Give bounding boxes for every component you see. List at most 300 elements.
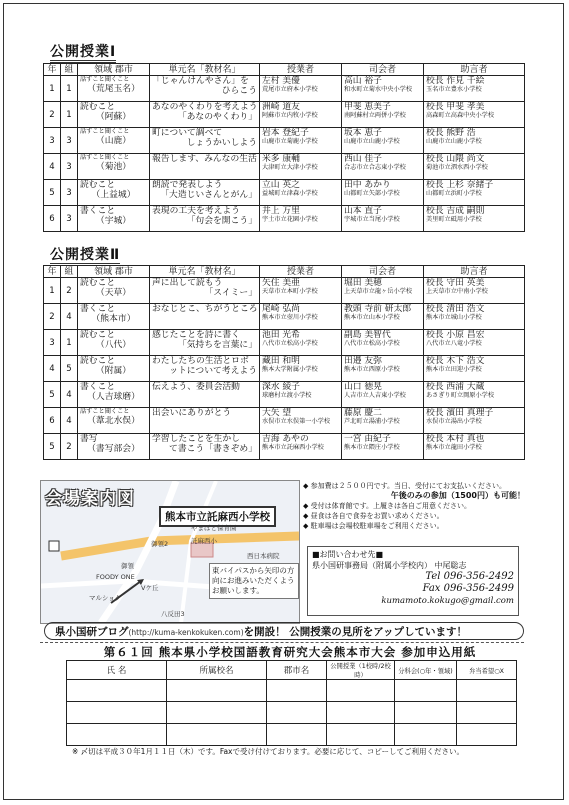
map-label: 御領2 bbox=[151, 540, 169, 548]
unit-line1: 町について調べて bbox=[152, 128, 223, 138]
teacher-line2: 荒尾市立府本小学校 bbox=[262, 86, 318, 93]
cell-mc bbox=[342, 434, 424, 460]
unit-line2: 「気持ちを言葉に」 bbox=[177, 340, 257, 350]
map-label: Vケ丘 bbox=[141, 584, 159, 592]
form-row bbox=[67, 680, 517, 702]
mc-line1: 教頭 寺前 研太郎 bbox=[344, 304, 412, 314]
cell-mc bbox=[342, 356, 424, 382]
map-label: 八反田3 bbox=[161, 610, 185, 618]
adviser-line1: 校長 作見 千絵 bbox=[426, 76, 485, 86]
cell-teacher bbox=[260, 382, 342, 408]
blog-url[interactable]: (http://kuma-kenkokuken.com) bbox=[128, 628, 244, 637]
teacher-line2: 山鹿市立菊鹿小学校 bbox=[262, 138, 318, 145]
form-header-name: 氏 名 bbox=[67, 661, 167, 680]
cell-unit bbox=[150, 206, 260, 232]
teacher-line2: 宇土市立花園小学校 bbox=[262, 216, 318, 223]
mc-line2: 熊本市立山本小学校 bbox=[344, 314, 400, 321]
cell-domain bbox=[78, 102, 150, 128]
table-header: 単元名「教材名」 bbox=[150, 266, 260, 278]
form-header-lesson: 公開授業（1校時/2校時） bbox=[327, 661, 395, 680]
cell-year: 5 bbox=[44, 180, 61, 206]
cell-unit bbox=[150, 382, 260, 408]
cell-cls: 5 bbox=[61, 356, 78, 382]
venue-map bbox=[40, 480, 300, 624]
teacher-line2: 大津町立大津小学校 bbox=[262, 164, 318, 171]
unit-line1: おなじとこ、ちがうところ bbox=[152, 304, 258, 314]
adviser-line1: 校長 上杉 奈緒子 bbox=[426, 180, 494, 190]
mc-line1: 坂本 恵子 bbox=[344, 128, 382, 138]
table-header: 組 bbox=[61, 266, 78, 278]
cell-mc bbox=[342, 278, 424, 304]
table-row bbox=[44, 356, 525, 382]
table-header: 年 bbox=[44, 266, 61, 278]
contact-heading: ■お問い合わせ先■ bbox=[312, 550, 384, 559]
unit-line1: 声に出して読もう bbox=[152, 278, 223, 288]
schedule-table-2 bbox=[43, 265, 525, 460]
table-header: 助言者 bbox=[424, 64, 525, 76]
cell-adviser bbox=[424, 356, 525, 382]
adviser-line1: 校長 濱田 真理子 bbox=[426, 408, 494, 418]
contact-fax: Fax 096-356-2499 bbox=[422, 583, 514, 594]
form-cell[interactable] bbox=[267, 702, 327, 724]
form-header-lunch: 弁当希望○X bbox=[457, 661, 517, 680]
cell-adviser bbox=[424, 408, 525, 434]
mc-line2: 熊本市立隈庄小学校 bbox=[344, 444, 400, 451]
note-fee: ◆ 参加費は２５００円です。当日、受付にてお支払いください。 bbox=[303, 482, 507, 490]
form-cell[interactable] bbox=[395, 724, 457, 746]
cell-mc bbox=[342, 154, 424, 180]
cell-teacher bbox=[260, 434, 342, 460]
note-reception: ◆ 受付は体育館です。上履きは各自ご用意ください。 bbox=[303, 502, 472, 510]
cell-unit bbox=[150, 356, 260, 382]
cell-domain bbox=[78, 278, 150, 304]
cell-teacher bbox=[260, 128, 342, 154]
cell-unit bbox=[150, 154, 260, 180]
adviser-line1: 校長 小原 昌宏 bbox=[426, 330, 485, 340]
cell-domain bbox=[78, 382, 150, 408]
cell-mc bbox=[342, 180, 424, 206]
cell-year: 5 bbox=[44, 382, 61, 408]
cell-domain bbox=[78, 180, 150, 206]
table-row bbox=[44, 382, 525, 408]
domain-line2: （人吉球磨） bbox=[87, 392, 140, 402]
cell-teacher bbox=[260, 278, 342, 304]
adviser-line1: 校長 清田 浩文 bbox=[426, 304, 485, 314]
table-row bbox=[44, 180, 525, 206]
cell-domain bbox=[78, 128, 150, 154]
cell-mc bbox=[342, 382, 424, 408]
cell-adviser bbox=[424, 154, 525, 180]
adviser-line2: 山鹿市立山鹿小学校 bbox=[426, 138, 482, 145]
form-cell[interactable] bbox=[267, 724, 327, 746]
cell-adviser bbox=[424, 102, 525, 128]
table-header: 領域 郡市 bbox=[78, 266, 150, 278]
cell-adviser bbox=[424, 304, 525, 330]
teacher-line2: 熊本市立託麻西小学校 bbox=[262, 444, 324, 451]
unit-line2: ひらこう bbox=[221, 86, 257, 96]
table-row bbox=[44, 102, 525, 128]
unit-line1: 感じたことを詩に書く bbox=[152, 330, 240, 340]
cell-teacher bbox=[260, 180, 342, 206]
unit-line1: 「じゃんけんやさん」を bbox=[152, 76, 249, 86]
form-cell[interactable] bbox=[395, 680, 457, 702]
table-header: 授業者 bbox=[260, 64, 342, 76]
cell-cls: 3 bbox=[61, 128, 78, 154]
unit-line2: 「スイミー」 bbox=[204, 288, 257, 298]
cell-teacher bbox=[260, 408, 342, 434]
unit-line2: 「大造じいさんとがん」 bbox=[160, 190, 257, 200]
cell-mc bbox=[342, 206, 424, 232]
form-cell[interactable] bbox=[327, 724, 395, 746]
schedule-table-1 bbox=[43, 63, 525, 232]
teacher-line1: 米多 康輔 bbox=[262, 154, 300, 164]
cell-teacher bbox=[260, 102, 342, 128]
form-header-school: 所属校名 bbox=[167, 661, 267, 680]
domain-line1: 話すこと聞くこと bbox=[80, 408, 130, 415]
unit-line2: しょうかいしよう bbox=[186, 138, 257, 148]
form-cell[interactable] bbox=[327, 702, 395, 724]
adviser-line2: 熊本市立龍田小学校 bbox=[426, 444, 482, 451]
cell-teacher bbox=[260, 356, 342, 382]
cell-unit bbox=[150, 76, 260, 102]
domain-line1: 読むこと bbox=[80, 180, 116, 190]
cell-year: 4 bbox=[44, 154, 61, 180]
cell-unit bbox=[150, 330, 260, 356]
contact-tel: Tel 096-356-2492 bbox=[425, 571, 514, 582]
application-form bbox=[66, 660, 517, 746]
cell-year: 2 bbox=[44, 304, 61, 330]
table-row bbox=[44, 330, 525, 356]
blog-banner bbox=[44, 622, 524, 640]
adviser-line2: 熊本市立田迎小学校 bbox=[426, 366, 482, 373]
adviser-line1: 校長 吉成 嗣則 bbox=[426, 206, 485, 216]
cell-cls: 2 bbox=[61, 434, 78, 460]
cell-mc bbox=[342, 102, 424, 128]
cell-adviser bbox=[424, 180, 525, 206]
teacher-line2: 水俣市立水俣第一小学校 bbox=[262, 418, 331, 425]
cell-adviser bbox=[424, 278, 525, 304]
mc-line2: 南阿蘇村立両併小学校 bbox=[344, 112, 406, 119]
mc-line2: 熊本市立西原小学校 bbox=[344, 366, 400, 373]
cell-domain bbox=[78, 356, 150, 382]
cell-adviser bbox=[424, 330, 525, 356]
unit-line2: 「句会を開こう」 bbox=[186, 216, 257, 226]
form-header-city: 郡市名 bbox=[267, 661, 327, 680]
domain-line2: （書写部会） bbox=[87, 444, 140, 454]
mc-line1: 田中 あかり bbox=[344, 180, 391, 190]
form-title: 第６１回 熊本県小学校国語教育研究大会熊本市大会 参加申込用紙 bbox=[103, 645, 477, 659]
unit-line1: わたしたちの生活とロボ bbox=[152, 356, 249, 366]
cell-adviser bbox=[424, 434, 525, 460]
table-header: 授業者 bbox=[260, 266, 342, 278]
teacher-line1: 深水 綾子 bbox=[262, 382, 300, 392]
contact-org: 県小国研事務局（附属小学校内） 中尾聡志 bbox=[312, 561, 467, 570]
cell-year: 1 bbox=[44, 76, 61, 102]
adviser-line2: あさぎり町立岡原小学校 bbox=[426, 392, 495, 399]
cell-cls: 2 bbox=[61, 278, 78, 304]
unit-line1: 報告します、みんなの生活 bbox=[152, 154, 257, 164]
table-header: 司会者 bbox=[342, 266, 424, 278]
form-cell[interactable] bbox=[67, 680, 167, 702]
adviser-line1: 校長 甲斐 孝美 bbox=[426, 102, 485, 112]
adviser-line2: 上天草市立中南小学校 bbox=[426, 288, 488, 295]
table-row bbox=[44, 206, 525, 232]
section1-title: 公開授業Ⅰ bbox=[50, 44, 116, 63]
teacher-line2: 球磨村立渡小学校 bbox=[262, 392, 312, 399]
domain-line2: （葦北水俣） bbox=[87, 416, 140, 426]
mc-line1: 堀田 美穂 bbox=[344, 278, 382, 288]
cell-domain bbox=[78, 434, 150, 460]
map-label: 御領 bbox=[121, 562, 134, 570]
cell-cls: 3 bbox=[61, 154, 78, 180]
form-cell[interactable] bbox=[457, 680, 517, 702]
unit-line2: ットについて考えよう bbox=[169, 366, 257, 376]
cell-domain bbox=[78, 408, 150, 434]
cell-year: 3 bbox=[44, 330, 61, 356]
unit-line1: 伝えよう、委員会活動 bbox=[152, 382, 240, 392]
adviser-line1: 校長 山隈 尚文 bbox=[426, 154, 485, 164]
cell-unit bbox=[150, 180, 260, 206]
cell-year: 5 bbox=[44, 434, 61, 460]
adviser-line1: 校長 木下 浩文 bbox=[426, 356, 485, 366]
cell-year: 4 bbox=[44, 356, 61, 382]
domain-line2: （附属） bbox=[95, 366, 132, 376]
footnote: ※ 〆切は平成３０年1月１１日（木）です。Faxで受け付けております。必要に応じて、コピーしてご利用ください。 bbox=[72, 747, 464, 756]
cell-unit bbox=[150, 278, 260, 304]
teacher-line1: 大矢 望 bbox=[262, 408, 292, 418]
cell-cls: 1 bbox=[61, 102, 78, 128]
table-row bbox=[44, 408, 525, 434]
teacher-line2: 熊本大学附属小学校 bbox=[262, 366, 318, 373]
section2-title: 公開授業Ⅱ bbox=[50, 247, 120, 266]
cell-teacher bbox=[260, 330, 342, 356]
cell-teacher bbox=[260, 304, 342, 330]
unit-line1: 学習したことを生かし bbox=[152, 434, 240, 444]
domain-line1: 読むこと bbox=[80, 330, 116, 340]
domain-line2: （山鹿） bbox=[95, 136, 132, 146]
table-row bbox=[44, 76, 525, 102]
mc-line1: 一宮 由紀子 bbox=[344, 434, 391, 444]
form-cell[interactable] bbox=[67, 702, 167, 724]
cell-mc bbox=[342, 304, 424, 330]
cell-domain bbox=[78, 304, 150, 330]
map-label: FOODY ONE bbox=[96, 573, 135, 581]
form-cell[interactable] bbox=[395, 702, 457, 724]
teacher-line1: 左村 美優 bbox=[262, 76, 300, 86]
mc-line1: 藤原 慶二 bbox=[344, 408, 382, 418]
form-cell[interactable] bbox=[167, 724, 267, 746]
mc-line1: 山口 徳晃 bbox=[344, 382, 382, 392]
adviser-line1: 校長 守田 英美 bbox=[426, 278, 485, 288]
domain-line1: 話すこと聞くこと bbox=[80, 154, 130, 161]
form-cell[interactable] bbox=[67, 724, 167, 746]
table-header: 助言者 bbox=[424, 266, 525, 278]
domain-line2: （天草） bbox=[95, 288, 132, 298]
note-lunch: ◆ 昼食は各自で食券をお買い求めください。 bbox=[303, 512, 444, 520]
map-label: やまばと保育園 bbox=[191, 524, 237, 532]
domain-line1: 読むこと bbox=[80, 102, 116, 112]
domain-line2: （菊池） bbox=[95, 162, 132, 172]
domain-line1: 読むこと bbox=[80, 356, 116, 366]
cell-teacher bbox=[260, 154, 342, 180]
map-title: 会場案内図 bbox=[45, 489, 135, 509]
cell-mc bbox=[342, 76, 424, 102]
cell-adviser bbox=[424, 382, 525, 408]
mc-line1: 甲斐 恵美子 bbox=[344, 102, 391, 112]
form-row bbox=[67, 724, 517, 746]
adviser-line2: 熊本市立城山小学校 bbox=[426, 314, 482, 321]
cell-year: 6 bbox=[44, 206, 61, 232]
cell-cls: 1 bbox=[61, 76, 78, 102]
mc-line2: 八代市立松高小学校 bbox=[344, 340, 400, 347]
contact-box bbox=[307, 546, 519, 616]
mc-line2: 和水町立菊水中央小学校 bbox=[344, 86, 413, 93]
cell-year: 1 bbox=[44, 278, 61, 304]
adviser-line2: 美里町立砥用小学校 bbox=[426, 216, 482, 223]
teacher-line2: 天草市立本町小学校 bbox=[262, 288, 318, 295]
cell-cls: 3 bbox=[61, 180, 78, 206]
cell-year: 2 bbox=[44, 102, 61, 128]
cell-unit bbox=[150, 102, 260, 128]
cell-domain bbox=[78, 206, 150, 232]
domain-line1: 書くこと bbox=[80, 304, 116, 314]
cell-unit bbox=[150, 128, 260, 154]
map-directions-note: 東バイパスから矢印の方向にお進みいただくようお願いします。 bbox=[209, 563, 299, 599]
teacher-line2: 阿蘇市立内牧小学校 bbox=[262, 112, 318, 119]
mc-line2: 宇城市立当尾小学校 bbox=[344, 216, 400, 223]
cell-unit bbox=[150, 434, 260, 460]
unit-line2: て書こう「書きぞめ」 bbox=[169, 444, 257, 454]
domain-line1: 書写 bbox=[80, 434, 98, 444]
teacher-line1: 岩本 登紀子 bbox=[262, 128, 309, 138]
cell-teacher bbox=[260, 206, 342, 232]
adviser-line1: 校長 西浦 大蔵 bbox=[426, 382, 485, 392]
adviser-line1: 校長 熊野 浩 bbox=[426, 128, 476, 138]
mc-line2: 合志市立合志東小学校 bbox=[344, 164, 406, 171]
table-header: 組 bbox=[61, 64, 78, 76]
cell-adviser bbox=[424, 206, 525, 232]
table-row bbox=[44, 154, 525, 180]
adviser-line2: 高森町立高森中央小学校 bbox=[426, 112, 495, 119]
table-header: 年 bbox=[44, 64, 61, 76]
mc-line2: 山鹿市立山鹿小学校 bbox=[344, 138, 400, 145]
domain-line2: （宇城） bbox=[95, 216, 132, 226]
map-label: マルショク bbox=[89, 594, 122, 602]
form-cell[interactable] bbox=[327, 680, 395, 702]
mc-line2: 山都町立矢部小学校 bbox=[344, 190, 400, 197]
mc-line1: 西山 佳子 bbox=[344, 154, 382, 164]
form-header-session: 分科会(○年・領域) bbox=[395, 661, 457, 680]
table-header: 領域 郡市 bbox=[78, 64, 150, 76]
unit-line1: 出会いにありがとう bbox=[152, 408, 232, 418]
teacher-line1: 吉海 あやの bbox=[262, 434, 309, 444]
cell-unit bbox=[150, 408, 260, 434]
teacher-line1: 井上 万里 bbox=[262, 206, 300, 216]
mc-line1: 山本 直子 bbox=[344, 206, 382, 216]
cell-cls: 1 bbox=[61, 330, 78, 356]
adviser-line2: 山都町立浜町小学校 bbox=[426, 190, 482, 197]
cell-domain bbox=[78, 76, 150, 102]
notes-block bbox=[303, 481, 525, 531]
cell-mc bbox=[342, 128, 424, 154]
domain-line1: 書くこと bbox=[80, 382, 116, 392]
blog-prefix: 県小国研ブログ bbox=[55, 626, 129, 638]
domain-line1: 話すこと聞くこと bbox=[80, 128, 130, 135]
unit-line1: 表現の工夫を考えよう bbox=[152, 206, 240, 216]
adviser-line2: 八代市立八竜小学校 bbox=[426, 340, 482, 347]
domain-line1: 書くこと bbox=[80, 206, 116, 216]
table-row bbox=[44, 434, 525, 460]
form-cell[interactable] bbox=[267, 680, 327, 702]
domain-line2: （阿蘇） bbox=[95, 112, 132, 122]
form-cell[interactable] bbox=[167, 680, 267, 702]
cell-mc bbox=[342, 330, 424, 356]
teacher-line1: 矢住 美亜 bbox=[262, 278, 300, 288]
domain-line2: （荒尾玉名） bbox=[87, 84, 140, 94]
teacher-line1: 洲崎 道友 bbox=[262, 102, 300, 112]
cut-line bbox=[40, 642, 524, 643]
adviser-line2: 水俣市立湯出小学校 bbox=[426, 418, 482, 425]
blog-suffix: を開設！ 公開授業の見所をアップしています！ bbox=[243, 626, 468, 638]
cell-teacher bbox=[260, 76, 342, 102]
form-cell[interactable] bbox=[167, 702, 267, 724]
cell-year: 3 bbox=[44, 128, 61, 154]
cell-cls: 4 bbox=[61, 304, 78, 330]
note-afternoon: 午後のみの参加（1500円）も可能！ bbox=[390, 491, 525, 500]
domain-line2: （熊本市） bbox=[91, 314, 136, 324]
cell-year: 6 bbox=[44, 408, 61, 434]
table-header: 単元名「教材名」 bbox=[150, 64, 260, 76]
mc-line2: 芦北町立湯浦小学校 bbox=[344, 418, 400, 425]
table-row bbox=[44, 278, 525, 304]
mc-line2: 人吉市立人吉東小学校 bbox=[344, 392, 406, 399]
cell-domain bbox=[78, 154, 150, 180]
teacher-line1: 池田 光希 bbox=[262, 330, 300, 340]
cell-unit bbox=[150, 304, 260, 330]
map-school-label: 熊本市立託麻西小学校 bbox=[159, 506, 276, 527]
adviser-line1: 校長 本村 真也 bbox=[426, 434, 485, 444]
adviser-line2: 玉名市立豊水小学校 bbox=[426, 86, 482, 93]
teacher-line1: 尾崎 弘尚 bbox=[262, 304, 300, 314]
form-cell[interactable] bbox=[457, 702, 517, 724]
domain-line2: （上益城） bbox=[91, 190, 136, 200]
cell-mc bbox=[342, 408, 424, 434]
unit-line1: 朗読で発表しよう bbox=[152, 180, 223, 190]
table-row bbox=[44, 304, 525, 330]
form-row bbox=[67, 702, 517, 724]
unit-line1: あなのやくわりを考えよう bbox=[152, 102, 258, 112]
table-row bbox=[44, 128, 525, 154]
teacher-line1: 藏田 和明 bbox=[262, 356, 300, 366]
teacher-line2: 八代市立松高小学校 bbox=[262, 340, 318, 347]
cell-cls: 3 bbox=[61, 206, 78, 232]
mc-line1: 田邉 友弥 bbox=[344, 356, 382, 366]
table-header: 司会者 bbox=[342, 64, 424, 76]
contact-email: kumamoto.kokugo@gmail.com bbox=[381, 596, 514, 606]
mc-line1: 高山 裕子 bbox=[344, 76, 382, 86]
adviser-line2: 菊池市立泗水西小学校 bbox=[426, 164, 488, 171]
domain-line1: 話すこと聞くこと bbox=[80, 76, 130, 83]
domain-line1: 読むこと bbox=[80, 278, 116, 288]
map-label: 託麻西小 bbox=[191, 537, 217, 545]
mc-line1: 副島 美智代 bbox=[344, 330, 391, 340]
form-cell[interactable] bbox=[457, 724, 517, 746]
domain-line2: （八代） bbox=[95, 340, 132, 350]
cell-domain bbox=[78, 330, 150, 356]
teacher-line2: 益城町立津森小学校 bbox=[262, 190, 318, 197]
mc-line2: 上天草市立龍ヶ岳小学校 bbox=[344, 288, 413, 295]
map-label: 西日本病院 bbox=[247, 552, 280, 560]
